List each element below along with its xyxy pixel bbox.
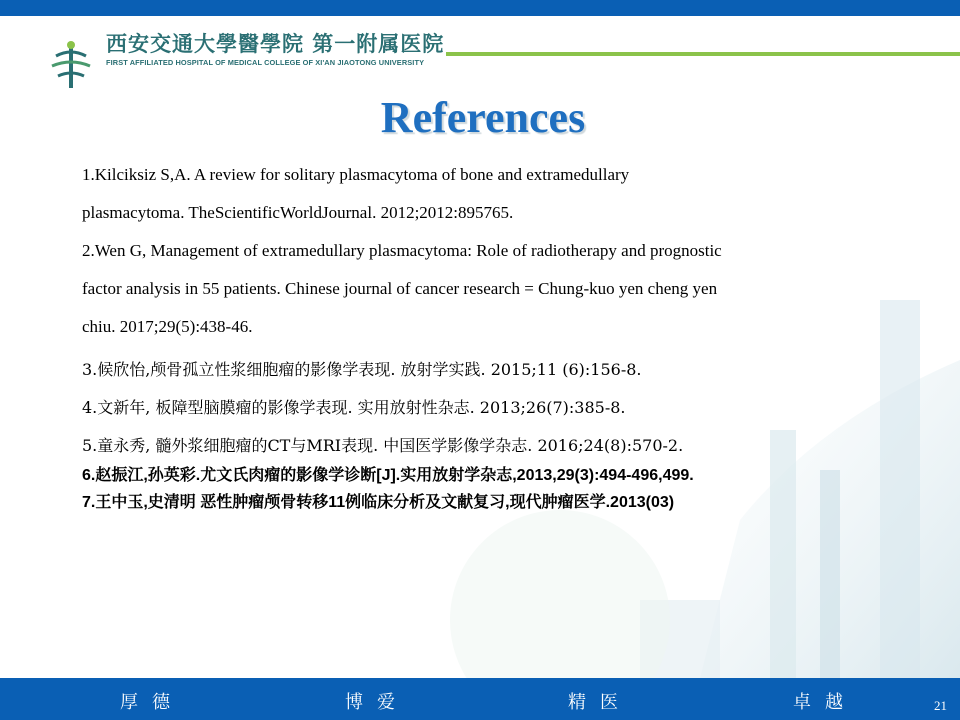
motto-word: 博爱 [345,692,409,713]
reference-line: plasmacytoma. TheScientificWorldJournal. 2012;2012:895765. [82,203,514,222]
reference-line: 3.候欣怡,颅骨孤立性浆细胞瘤的影像学表现. 放射学实践. 2015;11 (6):156-8. [82,360,642,379]
motto-word: 厚德 [120,692,184,713]
reference-line: factor analysis in 55 patients. Chinese journal of cancer research = Chung-kuo yen cheng yen [82,279,718,298]
reference-line: 5.童永秀, 髓外浆细胞瘤的CT与MRI表现. 中国医学影像学杂志. 2016;24(8):570-2. [82,436,684,455]
institution-name-english: FIRST AFFILIATED HOSPITAL OF MEDICAL COLLEGE OF XI'AN JIAOTONG UNIVERSITY [106,58,425,67]
reference-line: 7.王中玉,史清明 恶性肿瘤颅骨转移11例临床分析及文献复习,现代肿瘤医学.2013(03) [82,494,675,511]
reference-line: 1.Kilciksiz S,A. A review for solitary plasmacytoma of bone and extramedullary [82,165,630,184]
top-banner-bar [0,0,960,16]
hospital-logo-icon [48,40,94,90]
motto-word: 卓越 [793,692,857,713]
reference-line: chiu. 2017;29(5):438-46. [82,317,253,336]
page-number: 21 [934,698,947,713]
institution-name-chinese: 西安交通大學醫學院 第一附属医院 [106,31,445,56]
header-divider [446,52,960,56]
reference-line: 4.文新年, 板障型脑膜瘤的影像学表现. 实用放射性杂志. 2013;26(7):385-8. [82,398,626,417]
reference-line: 2.Wen G, Management of extramedullary plasmacytoma: Role of radiotherapy and prognostic [82,241,722,260]
reference-line: 6.赵振江,孙英彩.尤文氏肉瘤的影像学诊断[J].实用放射学杂志,2013,29(3):494-496,499. [82,467,694,484]
slide-title: References [380,93,586,142]
motto-word: 精医 [568,692,632,713]
